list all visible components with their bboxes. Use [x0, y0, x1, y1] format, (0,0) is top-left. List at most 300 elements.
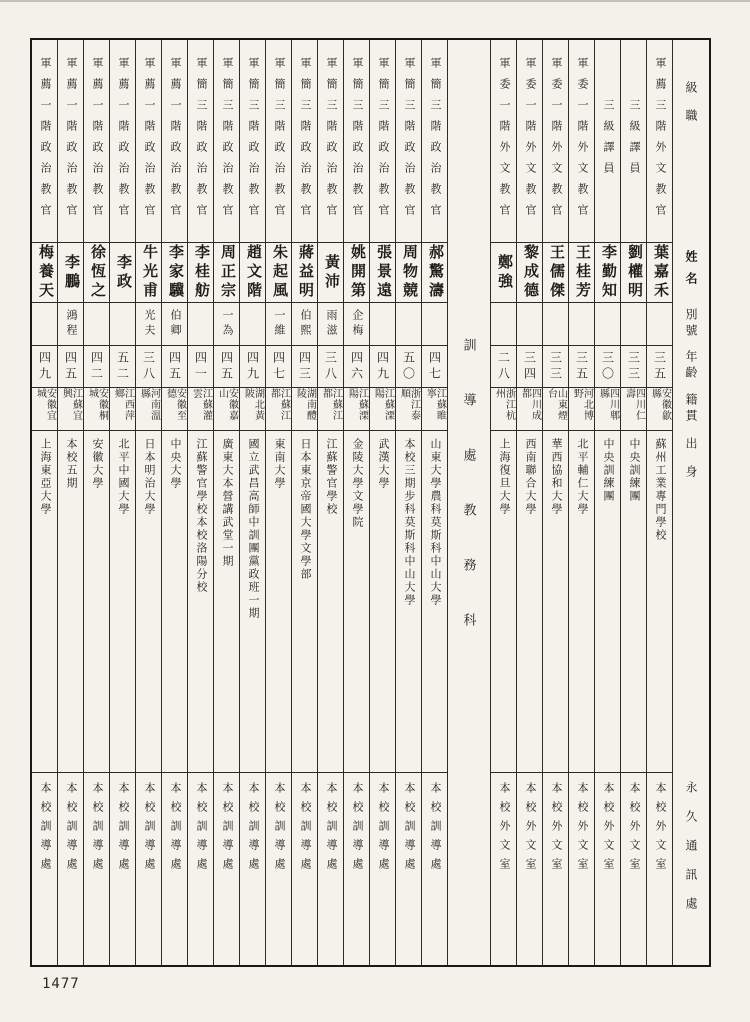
alias-cell: [266, 302, 291, 345]
rank-cell-text: 三級譯員: [628, 99, 640, 183]
alias-cell: [292, 302, 317, 345]
name-cell: [110, 242, 135, 302]
address-cell-text: 本校訓導處: [91, 782, 103, 877]
native-place-cell: [266, 387, 291, 430]
age-cell-text: 三〇: [600, 350, 615, 383]
address-cell: [292, 772, 317, 965]
person-column: [568, 40, 594, 965]
alias-cell-text: 雨滋: [325, 309, 337, 339]
roster-table: [30, 38, 711, 967]
address-cell: [188, 772, 213, 965]
origin-cell-text: 武漢大學: [377, 438, 389, 490]
person-column: [291, 40, 317, 965]
address-cell-text: 本校訓導處: [429, 782, 441, 877]
name-cell-text: 姚開第: [349, 244, 365, 301]
origin-cell: [266, 430, 291, 772]
alias-cell: [318, 302, 343, 345]
rank-cell-text: 軍薦一階政治教官: [143, 57, 155, 225]
name-cell: [136, 242, 161, 302]
name-cell-text: 趙文階: [245, 244, 261, 301]
person-column: [542, 40, 568, 965]
age-cell: [188, 345, 213, 387]
origin-cell-text: 江蘇警官學校本校洛陽分校: [195, 438, 207, 594]
person-column: [161, 40, 187, 965]
name-cell-text: 蔣益明: [297, 244, 313, 301]
address-cell-text: 本校外文室: [524, 782, 536, 877]
name-cell-text: 李鵬: [63, 253, 79, 292]
age-cell-text: 四七: [271, 350, 286, 383]
origin-cell-text: 國立武昌高師中訓團黨政班一期: [247, 438, 259, 620]
person-column: [395, 40, 421, 965]
origin-cell: [647, 430, 672, 772]
native-place-cell: [621, 387, 646, 430]
rank-cell-text: 軍委一階外文教官: [498, 57, 510, 225]
scan-edge-artifact: [0, 0, 750, 2]
origin-cell: [84, 430, 109, 772]
name-cell-text: 張景遠: [375, 244, 391, 301]
native-place-cell: [569, 387, 594, 430]
alias-cell: [569, 302, 594, 345]
person-column: [490, 40, 516, 965]
alias-cell: [84, 302, 109, 345]
alias-cell: [188, 302, 213, 345]
person-column: [317, 40, 343, 965]
name-cell: [214, 242, 239, 302]
rank-cell: [318, 40, 343, 242]
age-cell-text: 五二: [115, 350, 130, 383]
native-place-cell: [422, 387, 447, 430]
name-cell: [318, 242, 343, 302]
rank-cell: [491, 40, 516, 242]
origin-cell-text: 安徽大學: [91, 438, 103, 490]
origin-cell-text: 蘇州工業專門學校: [654, 438, 666, 542]
origin-cell-text: 日本明治大學: [143, 438, 155, 516]
rank-cell: [569, 40, 594, 242]
native-place-cell-text: 安徽至德: [164, 388, 186, 421]
native-place-cell: [647, 387, 672, 430]
person-column: [594, 40, 620, 965]
name-cell-text: 鄭強: [496, 253, 512, 292]
age-cell-text: 三三: [626, 350, 641, 383]
native-place-cell: [491, 387, 516, 430]
age-cell: [266, 345, 291, 387]
alias-cell: [543, 302, 568, 345]
person-column: [32, 40, 57, 965]
origin-cell-text: 西南聯合大學: [524, 438, 536, 516]
origin-cell-text: 中央訓練團: [602, 438, 614, 503]
header-native-place-cell: [673, 387, 709, 430]
age-cell-text: 五〇: [401, 350, 416, 383]
age-cell-text: 三五: [652, 350, 667, 383]
name-cell: [422, 242, 447, 302]
rank-cell-text: 軍薦一階政治教官: [39, 57, 51, 225]
person-column: [187, 40, 213, 965]
rank-cell-text: 軍委一階外文教官: [576, 57, 588, 225]
name-cell-text: 李桂舫: [193, 244, 209, 301]
native-place-cell-text: 山東煙台: [545, 388, 567, 421]
rank-cell-text: 軍簡三階政治教官: [429, 57, 441, 225]
alias-cell: [595, 302, 620, 345]
origin-cell: [110, 430, 135, 772]
rank-cell: [162, 40, 187, 242]
alias-cell: [621, 302, 646, 345]
native-place-cell-text: 四川仁壽: [623, 388, 645, 421]
name-cell-text: 梅養天: [37, 244, 53, 301]
name-cell: [266, 242, 291, 302]
native-place-cell: [543, 387, 568, 430]
alias-cell: [214, 302, 239, 345]
native-place-cell-text: 河北博野: [571, 388, 593, 421]
native-place-cell-text: 安徽歙縣: [649, 388, 671, 421]
name-cell-text: 徐恆之: [89, 244, 105, 301]
origin-cell: [569, 430, 594, 772]
rank-cell: [110, 40, 135, 242]
origin-cell-text: 東南大學: [273, 438, 285, 490]
age-cell: [240, 345, 265, 387]
origin-cell: [58, 430, 83, 772]
rank-cell-text: 軍薦三階外文教官: [654, 57, 666, 225]
native-place-cell: [110, 387, 135, 430]
alias-cell: [396, 302, 421, 345]
person-column: [516, 40, 542, 965]
age-cell: [344, 345, 369, 387]
rank-cell-text: 軍薦一階政治教官: [117, 57, 129, 225]
origin-cell-text: 中央訓練團: [628, 438, 640, 503]
page-number: 1477: [42, 976, 80, 992]
address-cell-text: 本校訓導處: [195, 782, 207, 877]
alias-cell: [32, 302, 57, 345]
header-native-place-label: 籍貫: [684, 392, 698, 425]
rank-cell: [188, 40, 213, 242]
origin-cell-text: 山東大學農科莫斯科中山大學: [429, 438, 441, 607]
rank-cell-text: 軍簡三階政治教官: [195, 57, 207, 225]
native-place-cell-text: 湖北黃陂: [242, 388, 264, 421]
person-column: [109, 40, 135, 965]
origin-cell-text: 金陵大學文學院: [351, 438, 363, 529]
origin-cell: [491, 430, 516, 772]
origin-cell: [370, 430, 395, 772]
name-cell-text: 周物競: [401, 244, 417, 301]
address-cell-text: 本校外文室: [498, 782, 510, 877]
rank-cell-text: 軍簡三階政治教官: [247, 57, 259, 225]
native-place-cell: [370, 387, 395, 430]
age-cell: [543, 345, 568, 387]
native-place-cell: [58, 387, 83, 430]
address-cell-text: 本校訓導處: [351, 782, 363, 877]
header-column: [672, 40, 709, 965]
origin-cell-text: 上海復旦大學: [498, 438, 510, 516]
native-place-cell-text: 浙江泰順: [398, 388, 420, 421]
alias-cell: [344, 302, 369, 345]
age-cell: [162, 345, 187, 387]
age-cell: [214, 345, 239, 387]
origin-cell: [543, 430, 568, 772]
name-cell: [188, 242, 213, 302]
age-cell: [32, 345, 57, 387]
address-cell-text: 本校外文室: [576, 782, 588, 877]
name-cell-text: 李勤知: [600, 244, 616, 301]
native-place-cell-text: 江蘇宜興: [60, 388, 82, 421]
origin-cell: [162, 430, 187, 772]
rank-cell: [422, 40, 447, 242]
address-cell: [621, 772, 646, 965]
address-cell-text: 本校訓導處: [247, 782, 259, 877]
address-cell: [396, 772, 421, 965]
origin-cell: [318, 430, 343, 772]
rank-cell-text: 軍簡三階政治教官: [403, 57, 415, 225]
address-cell: [58, 772, 83, 965]
name-cell: [240, 242, 265, 302]
origin-cell: [292, 430, 317, 772]
alias-cell-text: 鴻程: [65, 309, 77, 339]
native-place-cell: [396, 387, 421, 430]
name-cell-text: 劉權明: [626, 244, 642, 301]
address-cell: [569, 772, 594, 965]
name-cell-text: 周正宗: [219, 244, 235, 301]
person-column: [421, 40, 447, 965]
alias-cell: [162, 302, 187, 345]
native-place-cell-text: 江蘇溧陽: [346, 388, 368, 421]
age-cell-text: 四五: [167, 350, 182, 383]
person-column: [343, 40, 369, 965]
rank-cell-text: 軍簡三階政治教官: [351, 57, 363, 225]
native-place-cell: [318, 387, 343, 430]
origin-cell: [422, 430, 447, 772]
person-column: [213, 40, 239, 965]
native-place-cell-text: 湖南醴陵: [294, 388, 316, 421]
alias-cell: [136, 302, 161, 345]
header-alias-cell: [673, 302, 709, 345]
name-cell: [595, 242, 620, 302]
address-cell: [344, 772, 369, 965]
origin-cell-text: 華西協和大學: [550, 438, 562, 516]
age-cell-text: 三八: [141, 350, 156, 383]
age-cell-text: 四九: [245, 350, 260, 383]
name-cell: [344, 242, 369, 302]
age-cell-text: 三四: [522, 350, 537, 383]
header-origin-label: 出身: [684, 437, 698, 493]
origin-cell: [595, 430, 620, 772]
address-cell-text: 本校訓導處: [273, 782, 285, 877]
name-cell-text: 李家驥: [167, 244, 183, 301]
origin-cell: [214, 430, 239, 772]
age-cell: [647, 345, 672, 387]
address-cell-text: 本校訓導處: [39, 782, 51, 877]
native-place-cell-text: 江蘇江都: [268, 388, 290, 421]
age-cell: [491, 345, 516, 387]
address-cell: [595, 772, 620, 965]
name-cell: [370, 242, 395, 302]
rank-cell-text: 軍薦一階政治教官: [65, 57, 77, 225]
rank-cell: [214, 40, 239, 242]
native-place-cell: [240, 387, 265, 430]
address-cell: [84, 772, 109, 965]
age-cell-text: 四六: [349, 350, 364, 383]
address-cell-text: 本校訓導處: [65, 782, 77, 877]
name-cell-text: 王儒傑: [548, 244, 564, 301]
alias-cell-text: 伯卿: [169, 309, 181, 339]
origin-cell-text: 廣東大本營講武堂一期: [221, 438, 233, 568]
alias-cell: [491, 302, 516, 345]
alias-cell: [422, 302, 447, 345]
rank-cell: [240, 40, 265, 242]
name-cell-text: 王桂芳: [574, 244, 590, 301]
rank-cell-text: 軍簡三階政治教官: [221, 57, 233, 225]
native-place-cell-text: 江蘇睢寧: [424, 388, 446, 421]
header-origin-cell: [673, 430, 709, 772]
age-cell-text: 四二: [89, 350, 104, 383]
native-place-cell: [32, 387, 57, 430]
header-rank-cell: [673, 40, 709, 242]
address-cell: [517, 772, 542, 965]
rank-cell: [32, 40, 57, 242]
address-cell: [266, 772, 291, 965]
name-cell: [543, 242, 568, 302]
alias-cell-text: 光夫: [143, 309, 155, 339]
rank-cell-text: 軍簡三階政治教官: [273, 57, 285, 225]
rank-cell-text: 軍薦一階政治教官: [169, 57, 181, 225]
native-place-cell-text: 安徽宜城: [34, 388, 56, 421]
native-place-cell: [214, 387, 239, 430]
age-cell: [396, 345, 421, 387]
origin-cell: [344, 430, 369, 772]
section-title-text: 訓導處教務科: [461, 337, 477, 668]
address-cell-text: 本校外文室: [654, 782, 666, 877]
address-cell: [136, 772, 161, 965]
name-cell: [162, 242, 187, 302]
name-cell: [491, 242, 516, 302]
native-place-cell-text: 河南溫縣: [138, 388, 160, 421]
address-cell: [491, 772, 516, 965]
native-place-cell: [136, 387, 161, 430]
rank-cell: [517, 40, 542, 242]
alias-cell: [58, 302, 83, 345]
native-place-cell-text: 江蘇江都: [320, 388, 342, 421]
age-cell-text: 四一: [193, 350, 208, 383]
age-cell: [517, 345, 542, 387]
name-cell-text: 朱起風: [271, 244, 287, 301]
native-place-cell-text: 安徽嘉山: [216, 388, 238, 421]
person-column: [646, 40, 672, 965]
alias-cell: [647, 302, 672, 345]
native-place-cell: [344, 387, 369, 430]
origin-cell-text: 北平中國大學: [117, 438, 129, 516]
rank-cell: [621, 40, 646, 242]
header-age-cell: [673, 345, 709, 387]
age-cell: [58, 345, 83, 387]
native-place-cell-text: 江西萍鄉: [112, 388, 134, 421]
age-cell: [621, 345, 646, 387]
name-cell-text: 郝驚濤: [427, 244, 443, 301]
name-cell-text: 李政: [115, 253, 131, 292]
address-cell-text: 本校訓導處: [325, 782, 337, 877]
address-cell-text: 本校訓導處: [117, 782, 129, 877]
alias-cell-text: 一維: [273, 309, 285, 339]
name-cell-text: 葉嘉禾: [652, 244, 668, 301]
person-column: [83, 40, 109, 965]
name-cell: [569, 242, 594, 302]
person-column: [135, 40, 161, 965]
age-cell: [370, 345, 395, 387]
native-place-cell: [517, 387, 542, 430]
address-cell-text: 本校外文室: [628, 782, 640, 877]
native-place-cell: [188, 387, 213, 430]
alias-cell-text: 伯熙: [299, 309, 311, 339]
address-cell: [240, 772, 265, 965]
address-cell-text: 本校外文室: [602, 782, 614, 877]
header-name-cell: [673, 242, 709, 302]
address-cell: [543, 772, 568, 965]
rank-cell-text: 軍簡三階政治教官: [377, 57, 389, 225]
address-cell-text: 本校訓導處: [299, 782, 311, 877]
age-cell: [595, 345, 620, 387]
age-cell: [318, 345, 343, 387]
rank-cell: [136, 40, 161, 242]
person-column: [239, 40, 265, 965]
native-place-cell-text: 安徽桐城: [86, 388, 108, 421]
section-title-cell: [448, 40, 490, 965]
name-cell: [58, 242, 83, 302]
age-cell-text: 四三: [297, 350, 312, 383]
rank-cell: [396, 40, 421, 242]
rank-cell: [543, 40, 568, 242]
name-cell: [621, 242, 646, 302]
origin-cell: [188, 430, 213, 772]
address-cell-text: 本校外文室: [550, 782, 562, 877]
address-cell: [162, 772, 187, 965]
rank-cell: [647, 40, 672, 242]
person-column: [57, 40, 83, 965]
age-cell-text: 二八: [496, 350, 511, 383]
person-column: [265, 40, 291, 965]
name-cell: [517, 242, 542, 302]
native-place-cell: [292, 387, 317, 430]
rank-cell: [292, 40, 317, 242]
rank-cell: [58, 40, 83, 242]
origin-cell: [136, 430, 161, 772]
origin-cell: [621, 430, 646, 772]
name-cell: [292, 242, 317, 302]
age-cell-text: 三五: [574, 350, 589, 383]
alias-cell-text: 一為: [221, 309, 233, 339]
address-cell-text: 本校訓導處: [221, 782, 233, 877]
origin-cell: [396, 430, 421, 772]
origin-cell-text: 江蘇警官學校: [325, 438, 337, 516]
age-cell-text: 四九: [375, 350, 390, 383]
age-cell-text: 四九: [37, 350, 52, 383]
header-name-label: 姓名: [684, 250, 698, 294]
age-cell: [110, 345, 135, 387]
native-place-cell: [84, 387, 109, 430]
origin-cell-text: 日本東京帝國大學文學部: [299, 438, 311, 581]
name-cell-text: 牛光甫: [141, 244, 157, 301]
rank-cell: [344, 40, 369, 242]
header-rank-label: 級職: [684, 80, 698, 137]
rank-cell-text: 軍簡三階政治教官: [299, 57, 311, 225]
native-place-cell-text: 江蘇灌雲: [190, 388, 212, 421]
name-cell: [84, 242, 109, 302]
address-cell-text: 本校訓導處: [143, 782, 155, 877]
rank-cell-text: 軍薦一階政治教官: [91, 57, 103, 225]
age-cell: [569, 345, 594, 387]
age-cell-text: 三三: [548, 350, 563, 383]
native-place-cell-text: 江蘇溧陽: [372, 388, 394, 421]
origin-cell: [32, 430, 57, 772]
address-cell: [214, 772, 239, 965]
address-cell-text: 本校訓導處: [377, 782, 389, 877]
origin-cell-text: 北平輔仁大學: [576, 438, 588, 516]
native-place-cell-text: 浙江杭州: [493, 388, 515, 421]
